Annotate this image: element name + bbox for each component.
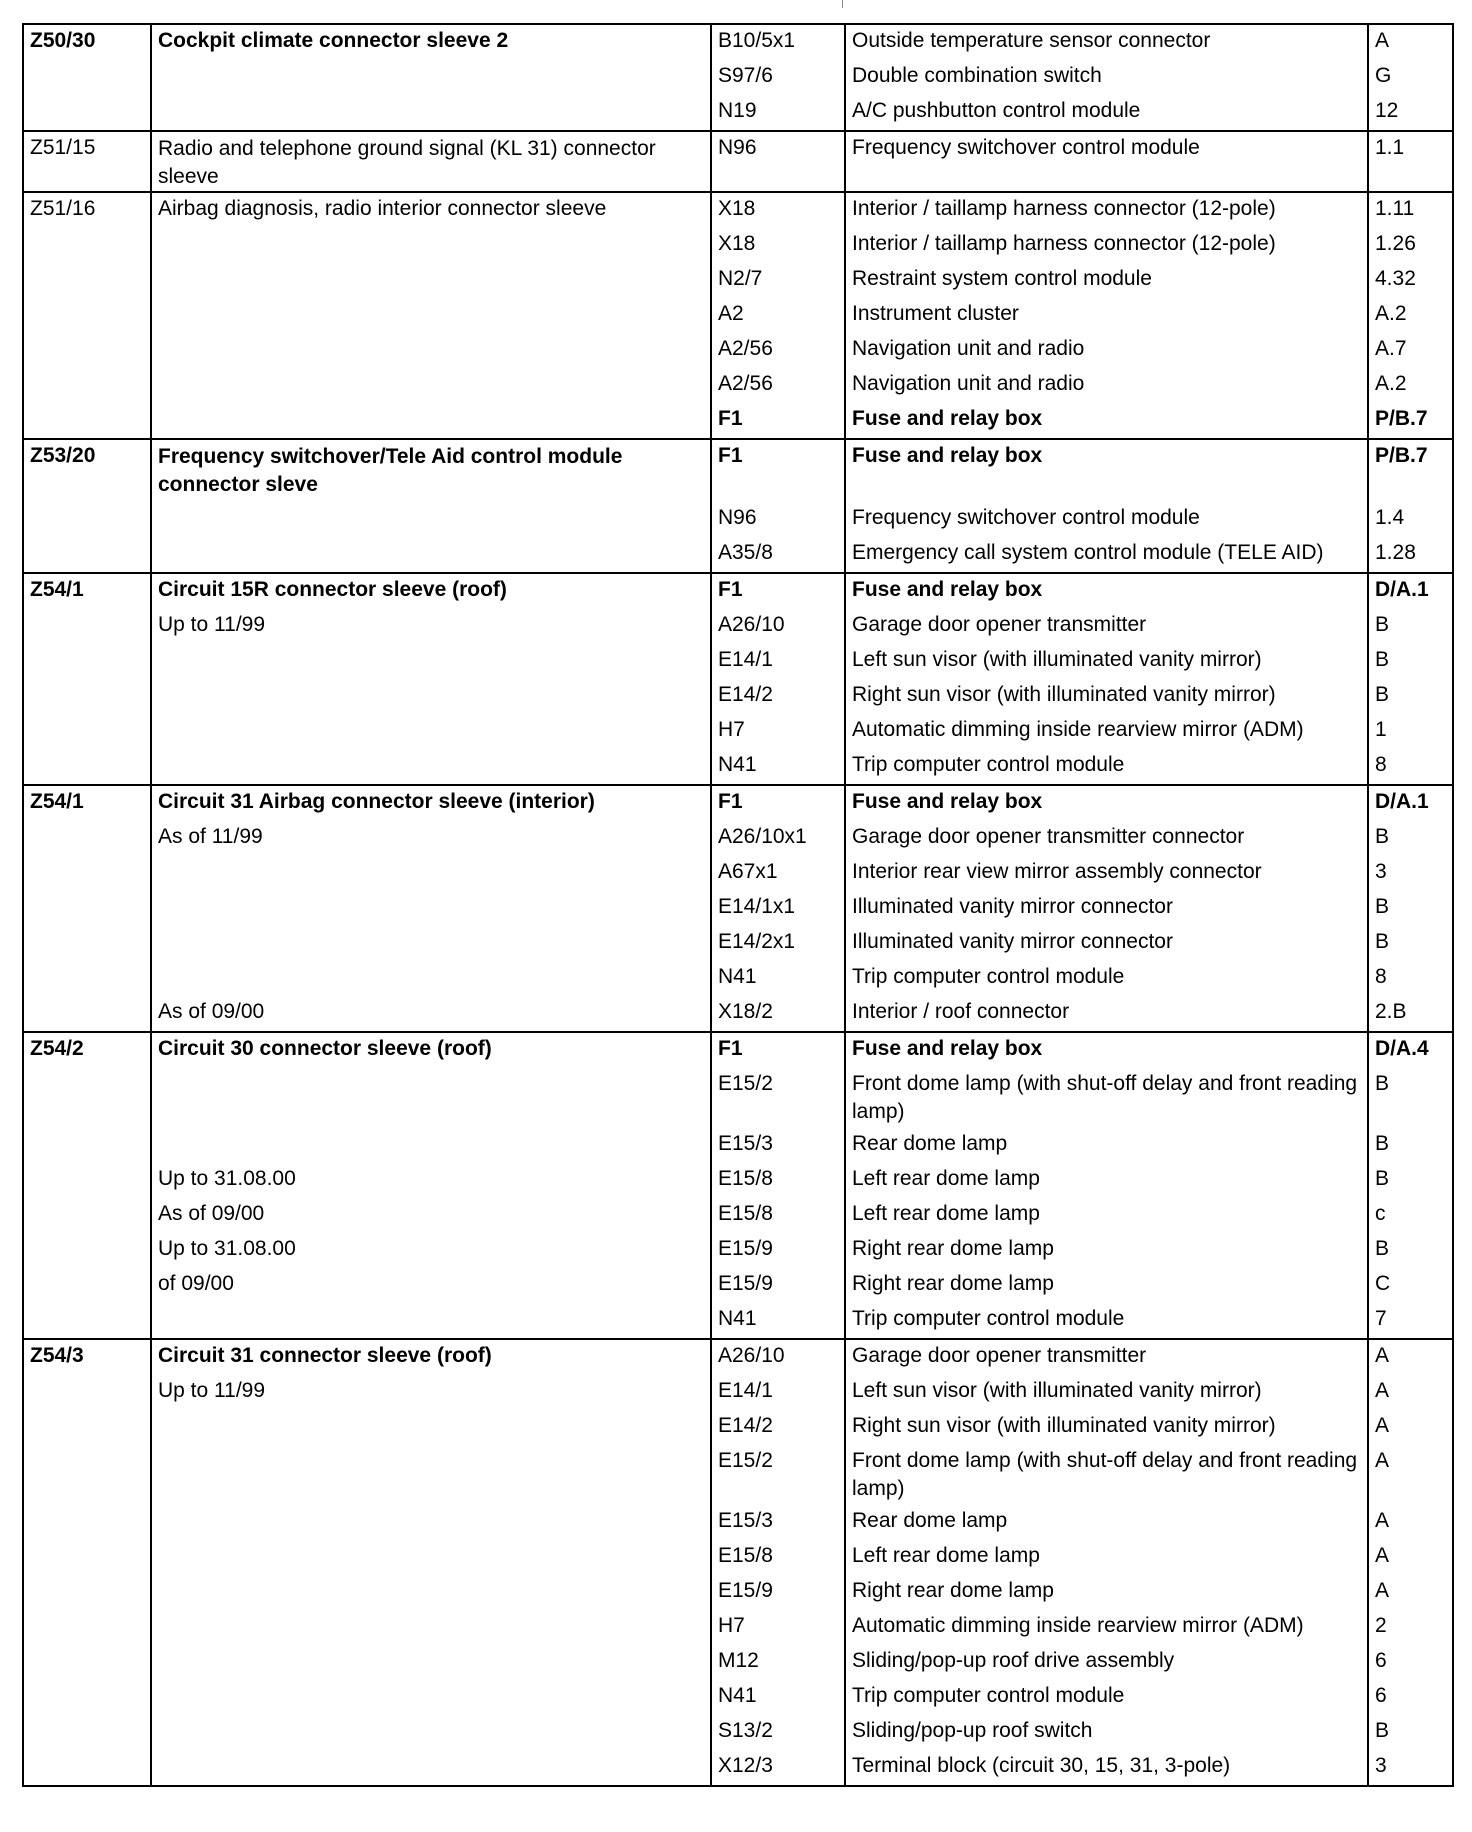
component-code: E14/1 <box>718 648 773 671</box>
component-name: Right rear dome lamp <box>852 1579 1054 1602</box>
component-code-cell <box>711 1032 845 1339</box>
component-code: E15/9 <box>718 1579 773 1602</box>
component-name: Trip computer control module <box>852 1307 1125 1330</box>
connector-description-cell <box>151 1032 711 1339</box>
connector-description-cell <box>151 573 711 785</box>
location-code: 4.32 <box>1375 267 1416 290</box>
component-name: Automatic dimming inside rearview mirror (ADM) <box>852 718 1304 741</box>
location-code: 1.4 <box>1375 506 1405 529</box>
component-code: E14/2 <box>718 1414 773 1437</box>
component-code: E14/1 <box>718 1379 773 1402</box>
location-code: 1 <box>1375 718 1387 741</box>
component-name-cell <box>845 785 1368 1032</box>
component-code: A26/10 <box>718 1344 785 1367</box>
component-code: X18 <box>718 232 756 255</box>
connector-id-cell <box>23 1339 151 1786</box>
page-top-tick <box>842 0 843 8</box>
connector-description: Circuit 15R connector sleeve (roof) <box>158 578 507 601</box>
component-name: Illuminated vanity mirror connector <box>852 930 1173 953</box>
connector-id-cell <box>23 24 151 131</box>
connector-id: Z54/2 <box>30 1037 84 1060</box>
component-name: Instrument cluster <box>852 302 1019 325</box>
component-code: N96 <box>718 136 757 159</box>
connector-description-cell <box>151 785 711 1032</box>
component-name: Sliding/pop-up roof switch <box>852 1719 1093 1742</box>
connector-id: Z54/1 <box>30 790 84 813</box>
connector-id: Z54/3 <box>30 1344 84 1367</box>
component-code: X18 <box>718 197 756 220</box>
component-name: A/C pushbutton control module <box>852 99 1141 122</box>
connector-description: Circuit 31 connector sleeve (roof) <box>158 1344 492 1367</box>
component-name: Front dome lamp (with shut-off delay and front reading lamp) <box>852 1449 1358 1500</box>
connector-id-cell <box>23 785 151 1032</box>
component-name-cell <box>845 1339 1368 1786</box>
validity-note <box>158 926 704 961</box>
component-code: E14/1x1 <box>718 895 796 918</box>
location-code-cell <box>1368 192 1453 439</box>
location-code: 8 <box>1375 753 1387 776</box>
validity-note <box>158 856 704 891</box>
component-code: E15/3 <box>718 1509 773 1532</box>
component-code: F1 <box>718 578 743 601</box>
component-name: Fuse and relay box <box>852 790 1043 813</box>
location-code: B <box>1375 648 1390 671</box>
location-code: B <box>1375 613 1390 636</box>
location-code: B <box>1375 1132 1390 1155</box>
component-code: N41 <box>718 965 757 988</box>
validity-note <box>158 961 704 996</box>
validity-note: As of 09/00 <box>158 1000 265 1023</box>
location-code: D/A.1 <box>1375 578 1429 601</box>
component-code: N41 <box>718 1684 757 1707</box>
location-code: B <box>1375 825 1390 848</box>
component-code-cell <box>711 131 845 192</box>
location-code: A <box>1375 1509 1390 1532</box>
connector-description: Circuit 31 Airbag connector sleeve (interior) <box>158 790 595 813</box>
component-code: S97/6 <box>718 64 773 87</box>
component-name: Outside temperature sensor connector <box>852 29 1211 52</box>
location-code: A <box>1375 1344 1390 1367</box>
component-name: Emergency call system control module (TELE AID) <box>852 541 1324 564</box>
location-code: D/A.4 <box>1375 1037 1429 1060</box>
component-code-cell <box>711 192 845 439</box>
table-row <box>23 439 1453 573</box>
component-name: Rear dome lamp <box>852 1509 1008 1532</box>
validity-note <box>158 891 704 926</box>
location-code-cell <box>1368 573 1453 785</box>
component-code-cell <box>711 24 845 131</box>
connector-description: Frequency switchover/Tele Aid control module connector sleve <box>158 445 623 496</box>
connector-description-cell <box>151 131 711 192</box>
component-code: N2/7 <box>718 267 763 290</box>
component-name: Front dome lamp (with shut-off delay and front reading lamp) <box>852 1072 1358 1123</box>
component-code: A35/8 <box>718 541 773 564</box>
component-name: Left sun visor (with illuminated vanity mirror) <box>852 648 1262 671</box>
location-code: 2 <box>1375 1614 1387 1637</box>
component-code: E15/8 <box>718 1202 773 1225</box>
location-code: A <box>1375 1579 1390 1602</box>
component-code: H7 <box>718 718 745 741</box>
location-code: B <box>1375 1072 1390 1095</box>
location-code: A.2 <box>1375 302 1407 325</box>
component-name: Fuse and relay box <box>852 444 1043 467</box>
location-code: P/B.7 <box>1375 444 1428 467</box>
connector-description: Airbag diagnosis, radio interior connector sleeve <box>158 197 607 220</box>
connector-description: Radio and telephone ground signal (KL 31) connector sleeve <box>158 137 656 188</box>
location-code-cell <box>1368 1339 1453 1786</box>
validity-note <box>158 1128 704 1163</box>
location-code: 12 <box>1375 99 1399 122</box>
component-name-cell <box>845 1032 1368 1339</box>
component-code-cell <box>711 439 845 573</box>
table-row <box>23 1032 1453 1339</box>
component-code: X18/2 <box>718 1000 773 1023</box>
connector-description-cell <box>151 192 711 439</box>
component-name: Right sun visor (with illuminated vanity mirror) <box>852 1414 1276 1437</box>
connector-id: Z50/30 <box>30 29 96 52</box>
connector-id-cell <box>23 192 151 439</box>
component-code: E15/3 <box>718 1132 773 1155</box>
component-code: E15/9 <box>718 1237 773 1260</box>
location-code-cell <box>1368 131 1453 192</box>
component-name: Interior / roof connector <box>852 1000 1070 1023</box>
connector-description-cell <box>151 1339 711 1786</box>
component-code: E15/9 <box>718 1272 773 1295</box>
component-code: F1 <box>718 444 743 467</box>
location-code: c <box>1375 1202 1386 1225</box>
connector-description: Circuit 30 connector sleeve (roof) <box>158 1037 492 1060</box>
connector-id-cell <box>23 131 151 192</box>
connector-sleeve-table <box>22 23 1454 1787</box>
validity-note: of 09/00 <box>158 1272 234 1295</box>
location-code: 8 <box>1375 965 1387 988</box>
component-name: Sliding/pop-up roof drive assembly <box>852 1649 1175 1672</box>
location-code-cell <box>1368 785 1453 1032</box>
component-name-cell <box>845 439 1368 573</box>
component-name: Right rear dome lamp <box>852 1237 1054 1260</box>
connector-description: Cockpit climate connector sleeve 2 <box>158 29 509 52</box>
component-code-cell <box>711 573 845 785</box>
table-row <box>23 1339 1453 1786</box>
component-name: Fuse and relay box <box>852 407 1043 430</box>
table-row <box>23 785 1453 1032</box>
component-code: A26/10x1 <box>718 825 807 848</box>
location-code: B <box>1375 1237 1390 1260</box>
location-code: B <box>1375 1719 1390 1742</box>
component-name: Rear dome lamp <box>852 1132 1008 1155</box>
location-code-cell <box>1368 24 1453 131</box>
component-name: Left sun visor (with illuminated vanity mirror) <box>852 1379 1262 1402</box>
location-code: B <box>1375 930 1390 953</box>
table-row <box>23 24 1453 131</box>
component-code: F1 <box>718 790 743 813</box>
component-name: Frequency switchover control module <box>852 136 1200 159</box>
table-row <box>23 573 1453 785</box>
component-code: A2/56 <box>718 372 773 395</box>
component-code: F1 <box>718 407 743 430</box>
component-name: Illuminated vanity mirror connector <box>852 895 1173 918</box>
component-name: Restraint system control module <box>852 267 1152 290</box>
location-code: A.2 <box>1375 372 1407 395</box>
component-name-cell <box>845 192 1368 439</box>
component-code: N19 <box>718 99 757 122</box>
validity-note: Up to 11/99 <box>158 1379 266 1402</box>
table-row <box>23 131 1453 192</box>
location-code: B <box>1375 1167 1390 1190</box>
location-code: G <box>1375 64 1392 87</box>
location-code: P/B.7 <box>1375 407 1428 430</box>
validity-note: As of 11/99 <box>158 825 263 848</box>
component-code: A67x1 <box>718 860 778 883</box>
location-code: A <box>1375 29 1390 52</box>
location-code: 1.1 <box>1375 136 1405 159</box>
location-code: B <box>1375 895 1390 918</box>
connector-id: Z51/16 <box>30 197 96 220</box>
component-name-cell <box>845 24 1368 131</box>
component-code: A2 <box>718 302 744 325</box>
component-code: E14/2x1 <box>718 930 796 953</box>
component-code: E15/8 <box>718 1544 773 1567</box>
component-name: Terminal block (circuit 30, 15, 31, 3-pole) <box>852 1754 1231 1777</box>
location-code: 3 <box>1375 860 1387 883</box>
component-name: Trip computer control module <box>852 753 1125 776</box>
component-code: H7 <box>718 1614 745 1637</box>
location-code: 3 <box>1375 1754 1387 1777</box>
component-name: Fuse and relay box <box>852 1037 1043 1060</box>
validity-note: Up to 31.08.00 <box>158 1237 296 1260</box>
location-code: 7 <box>1375 1307 1387 1330</box>
component-name: Garage door opener transmitter <box>852 613 1147 636</box>
component-code: E15/2 <box>718 1072 773 1095</box>
component-code: M12 <box>718 1649 759 1672</box>
component-name: Automatic dimming inside rearview mirror (ADM) <box>852 1614 1304 1637</box>
validity-note: As of 09/00 <box>158 1202 265 1225</box>
component-code: N41 <box>718 1307 757 1330</box>
location-code: 1.28 <box>1375 541 1416 564</box>
component-name: Interior / taillamp harness connector (12-pole) <box>852 197 1276 220</box>
component-name-cell <box>845 573 1368 785</box>
location-code: A <box>1375 1379 1390 1402</box>
component-name: Garage door opener transmitter <box>852 1344 1147 1367</box>
component-code: E14/2 <box>718 683 773 706</box>
connector-id: Z54/1 <box>30 578 84 601</box>
component-name: Interior rear view mirror assembly connector <box>852 860 1262 883</box>
table-row <box>23 192 1453 439</box>
component-code: S13/2 <box>718 1719 773 1742</box>
component-code: A26/10 <box>718 613 785 636</box>
location-code-cell <box>1368 1032 1453 1339</box>
component-code: A2/56 <box>718 337 773 360</box>
location-code: B <box>1375 683 1390 706</box>
location-code: 1.26 <box>1375 232 1416 255</box>
validity-note <box>158 1068 704 1128</box>
component-name: Right sun visor (with illuminated vanity mirror) <box>852 683 1276 706</box>
component-code-cell <box>711 785 845 1032</box>
component-code: X12/3 <box>718 1754 773 1777</box>
component-name: Fuse and relay box <box>852 578 1043 601</box>
location-code: A <box>1375 1544 1390 1567</box>
location-code: 1.11 <box>1375 197 1415 220</box>
component-code: N41 <box>718 753 757 776</box>
location-code: 6 <box>1375 1649 1387 1672</box>
component-code: F1 <box>718 1037 743 1060</box>
component-name: Trip computer control module <box>852 1684 1125 1707</box>
location-code: 6 <box>1375 1684 1387 1707</box>
component-name: Left rear dome lamp <box>852 1167 1040 1190</box>
component-name: Navigation unit and radio <box>852 337 1085 360</box>
location-code: C <box>1375 1272 1391 1295</box>
component-name: Interior / taillamp harness connector (12-pole) <box>852 232 1276 255</box>
connector-id: Z53/20 <box>30 444 96 467</box>
component-name: Garage door opener transmitter connector <box>852 825 1245 848</box>
connector-id: Z51/15 <box>30 136 96 159</box>
component-code: E15/8 <box>718 1167 773 1190</box>
component-name-cell <box>845 131 1368 192</box>
location-code: A <box>1375 1414 1390 1437</box>
component-code: E15/2 <box>718 1449 773 1472</box>
component-name: Left rear dome lamp <box>852 1202 1040 1225</box>
component-name: Left rear dome lamp <box>852 1544 1040 1567</box>
connector-description-cell <box>151 24 711 131</box>
connector-id-cell <box>23 439 151 573</box>
component-name: Frequency switchover control module <box>852 506 1200 529</box>
location-code-cell <box>1368 439 1453 573</box>
connector-description-cell <box>151 439 711 573</box>
component-code: N96 <box>718 506 757 529</box>
component-name: Right rear dome lamp <box>852 1272 1054 1295</box>
component-code-cell <box>711 1339 845 1786</box>
component-name: Double combination switch <box>852 64 1102 87</box>
connector-id-cell <box>23 1032 151 1339</box>
location-code: A <box>1375 1449 1390 1472</box>
component-code: B10/5x1 <box>718 29 796 52</box>
component-name: Navigation unit and radio <box>852 372 1085 395</box>
location-code: D/A.1 <box>1375 790 1429 813</box>
validity-note: Up to 31.08.00 <box>158 1167 296 1190</box>
location-code: 2.B <box>1375 1000 1407 1023</box>
location-code: A.7 <box>1375 337 1407 360</box>
connector-id-cell <box>23 573 151 785</box>
validity-note: Up to 11/99 <box>158 613 266 636</box>
component-name: Trip computer control module <box>852 965 1125 988</box>
